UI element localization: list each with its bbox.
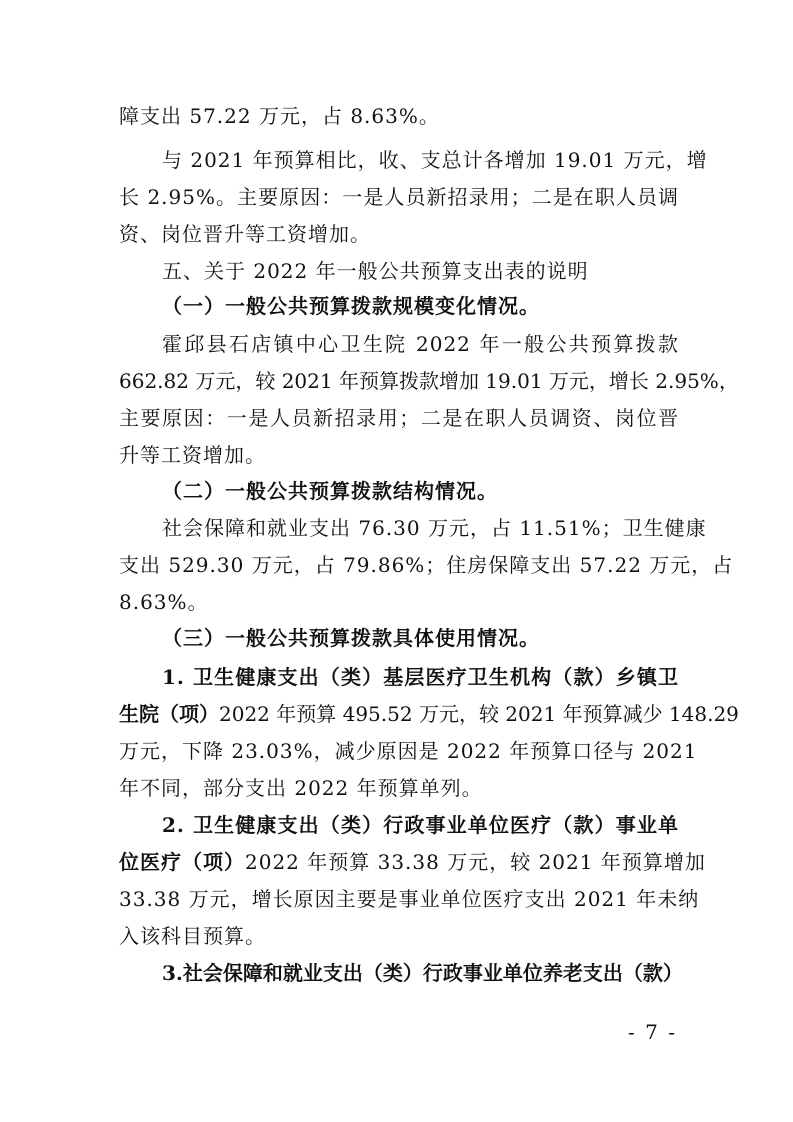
item-heading: 2. 卫生健康支出（类）行政事业单位医疗（款）事业单 — [162, 813, 679, 837]
section-heading: 五、关于 2022 年一般公共预算支出表的说明 — [162, 259, 589, 283]
paragraph-line — [119, 700, 739, 728]
paragraph-line: 万元，下降 23.03%，减少原因是 2022 年预算口径与 2021 — [119, 739, 698, 763]
paragraph-line: 入该科目预算。 — [119, 924, 266, 948]
paragraph-text: 2022 年预算 495.52 万元，较 2021 年预算减少 148.29 — [219, 702, 739, 726]
paragraph-line — [119, 848, 706, 876]
paragraph-line: 资、岗位晋升等工资增加。 — [119, 222, 371, 246]
item-heading: 3.社会保障和就业支出（类）行政事业单位养老支出（款） — [162, 961, 683, 985]
subsection-heading: （一）一般公共预算拨款规模变化情况。 — [162, 294, 540, 318]
paragraph-line: 障支出 57.22 万元，占 8.63%。 — [119, 104, 440, 128]
paragraph-line: 长 2.95%。主要原因：一是人员新招录用；二是在职人员调 — [119, 185, 679, 209]
paragraph-line: 霍邱县石店镇中心卫生院 2022 年一般公共预算拨款 — [162, 332, 679, 356]
paragraph-line: 支出 529.30 万元，占 79.86%；住房保障支出 57.22 万元，占 — [119, 553, 734, 577]
paragraph-line: 与 2021 年预算相比，收、支总计各增加 19.01 万元，增 — [162, 148, 708, 172]
paragraph-line: 升等工资增加。 — [119, 443, 266, 467]
item-heading-continuation: 生院（项） — [119, 702, 219, 726]
paragraph-text: 2022 年预算 33.38 万元，较 2021 年预算增加 — [245, 850, 706, 874]
item-heading-continuation: 位医疗（项） — [119, 850, 245, 874]
subsection-heading: （三）一般公共预算拨款具体使用情况。 — [162, 626, 540, 650]
page-number: - 7 - — [628, 1020, 677, 1044]
paragraph-line: 8.63%。 — [119, 590, 209, 614]
paragraph-line: 主要原因：一是人员新招录用；二是在职人员调资、岗位晋 — [119, 406, 679, 430]
paragraph-line: 年不同，部分支出 2022 年预算单列。 — [119, 776, 483, 800]
subsection-heading: （二）一般公共预算拨款结构情况。 — [162, 479, 498, 503]
paragraph-line: 社会保障和就业支出 76.30 万元，占 11.51%；卫生健康 — [162, 516, 707, 540]
paragraph-line: 33.38 万元，增长原因主要是事业单位医疗支出 2021 年未纳 — [119, 887, 700, 911]
item-heading: 1. 卫生健康支出（类）基层医疗卫生机构（款）乡镇卫 — [162, 665, 679, 689]
paragraph-line: 662.82 万元，较 2021 年预算拨款增加 19.01 万元，增长 2.95%， — [119, 369, 739, 393]
